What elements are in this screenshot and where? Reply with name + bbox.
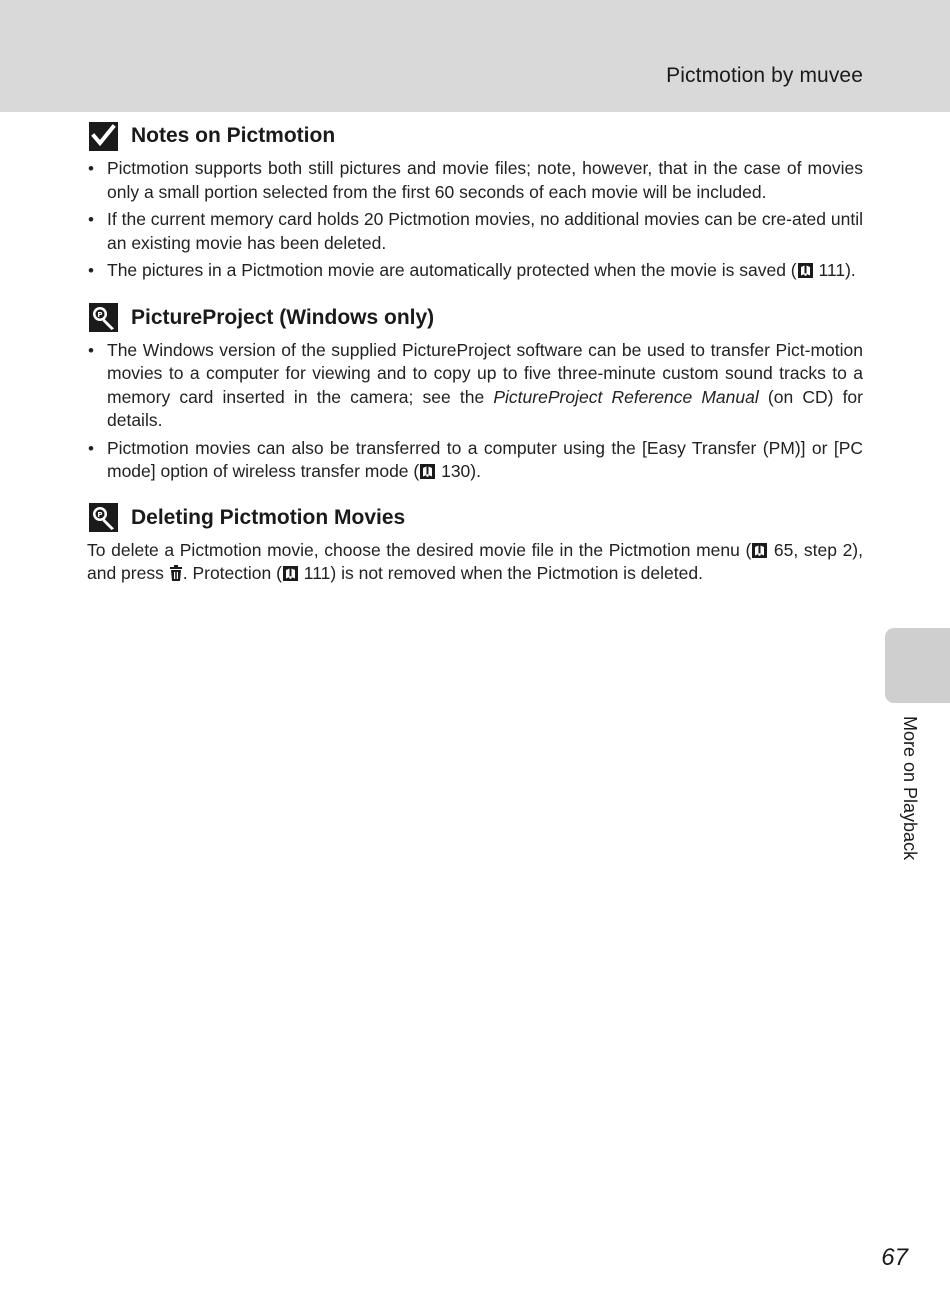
list-item bbox=[87, 437, 863, 484]
list-item-text: 130). bbox=[436, 461, 481, 481]
deleting-heading-text: Deleting Pictmotion Movies bbox=[131, 505, 406, 529]
list-item bbox=[87, 259, 863, 283]
bullet-icon: • bbox=[88, 159, 94, 178]
page-content bbox=[87, 118, 863, 586]
list-item-text: 111). bbox=[813, 260, 856, 280]
list-item bbox=[87, 208, 863, 255]
notes-heading-text: Notes on Pictmotion bbox=[131, 124, 336, 147]
magnifier-tip-icon bbox=[89, 503, 118, 532]
manual-title: PictureProject Reference Manual bbox=[493, 386, 759, 407]
pictureproject-heading-text: PictureProject (Windows only) bbox=[131, 305, 435, 329]
deleting-paragraph bbox=[87, 539, 863, 586]
page-reference-icon bbox=[752, 543, 767, 558]
paragraph-text: 65, step 2), and press bbox=[87, 539, 863, 583]
paragraph-text: . Protection ( bbox=[182, 563, 282, 583]
list-item-text: The Windows version of the supplied PictureProject software can be used to transfer Pict-motion movies to a computer for viewing and to copy up to five three-minute custom sound tracks to a memory card inserted in the camera; see the bbox=[107, 339, 863, 407]
notes-heading bbox=[87, 118, 863, 154]
page-number: 67 bbox=[881, 1244, 908, 1271]
page-reference-icon bbox=[420, 464, 435, 479]
page-reference-icon bbox=[798, 263, 813, 278]
checkmark-note-icon bbox=[89, 122, 118, 151]
notes-list bbox=[87, 157, 863, 283]
pictureproject-list bbox=[87, 339, 863, 484]
paragraph-text: To delete a Pictmotion movie, choose the desired movie file in the Pictmotion menu ( bbox=[87, 539, 752, 560]
trash-icon bbox=[169, 565, 183, 581]
bullet-icon: • bbox=[88, 261, 94, 280]
pictureproject-heading bbox=[87, 300, 863, 336]
list-item bbox=[87, 339, 863, 433]
paragraph-text: 111) is not removed when the Pictmotion is deleted. bbox=[298, 563, 703, 583]
side-tab-label: More on Playback bbox=[900, 716, 920, 861]
list-item-text: The pictures in a Pictmotion movie are automatically protected when the movie is saved ( bbox=[107, 260, 797, 280]
list-item bbox=[87, 157, 863, 204]
bullet-icon: • bbox=[88, 438, 94, 458]
list-item-text: Pictmotion supports both still pictures and movie files; note, however, that in the case of movies only a small portion selected from the first 60 seconds of each movie will be included. bbox=[107, 158, 863, 202]
side-tab bbox=[885, 628, 950, 703]
list-item-text: (on CD) for details. bbox=[107, 386, 863, 430]
header-band bbox=[0, 0, 950, 112]
bullet-icon: • bbox=[88, 340, 94, 360]
page-header-title: Pictmotion by muvee bbox=[666, 64, 863, 87]
list-item-text: If the current memory card holds 20 Pictmotion movies, no additional movies can be cre-ated until an existing movie has been deleted. bbox=[107, 209, 863, 253]
page-reference-icon bbox=[283, 566, 298, 581]
bullet-icon: • bbox=[88, 210, 94, 229]
magnifier-tip-icon bbox=[89, 303, 118, 332]
deleting-heading bbox=[87, 500, 863, 536]
list-item-text: Pictmotion movies can also be transferred to a computer using the [Easy Transfer (PM)] or [PC mode] option of wireless transfer mode ( bbox=[107, 437, 863, 481]
